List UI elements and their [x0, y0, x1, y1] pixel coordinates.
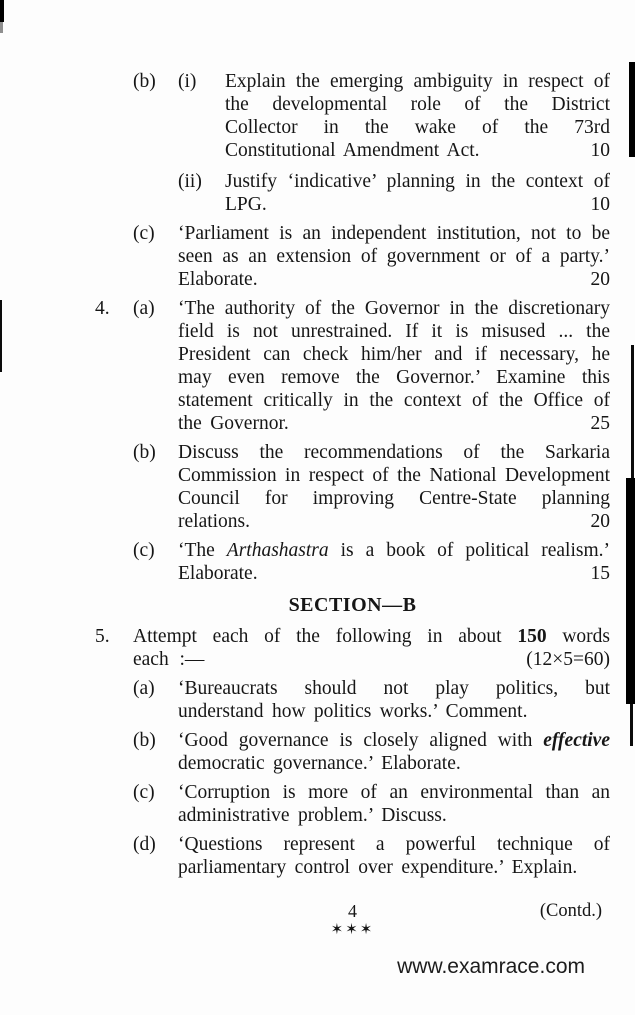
question-3c-body: ‘Parliament is an independent institution, not to be seen as an extension of government or of a party.’ Elaborate.	[178, 223, 610, 290]
question-4c-body-pre: ‘The	[178, 540, 227, 561]
question-3b-i-body: Explain the emerging ambiguity in respect of the developmental role of the District Collector in the wake of the 73rd Constitutional Amendment Act.	[225, 71, 610, 161]
question-3b-ii-label: (ii)	[178, 171, 202, 192]
question-4b-label: (b)	[133, 442, 156, 463]
question-3b-ii-text	[225, 170, 610, 216]
question-4a-text	[178, 297, 610, 435]
question-5c-text	[178, 781, 610, 827]
question-5c	[95, 781, 610, 827]
question-5b	[95, 729, 610, 775]
question-4-number: 4.	[95, 298, 110, 319]
question-4c-marks: 15	[590, 563, 610, 584]
question-5b-text	[178, 729, 610, 775]
question-3b-i	[178, 70, 610, 162]
scan-artifact-right-top	[629, 62, 635, 157]
question-5-intro-post: words each :—	[133, 626, 611, 670]
question-5c-body: ‘Corruption is more of an environmental than an administrative problem.’ Discuss.	[178, 782, 610, 826]
question-3b-label: (b)	[133, 71, 156, 92]
scan-artifact-left-top	[0, 0, 4, 22]
end-stars-ornament: ✶✶✶	[330, 920, 375, 938]
exam-content	[95, 70, 610, 885]
question-3b-ii-marks: 10	[590, 194, 610, 215]
question-5c-label: (c)	[133, 782, 155, 803]
examrace-watermark: www.examrace.com	[397, 955, 585, 978]
question-4c-body-post: is a book of political realism.’ Elaborate.	[178, 540, 610, 584]
scan-artifact-right-thick	[626, 478, 635, 704]
question-4c	[95, 539, 610, 585]
contd-marker: (Contd.)	[539, 901, 602, 921]
question-5b-body-post: democratic governance.’ Elaborate.	[178, 753, 461, 774]
question-4a-body: ‘The authority of the Governor in the discretionary field is not unrestrained. If it is misused ... the President can check him/her and if necessary, he may even remove the Governor.’ Examine this statement critically in the context of the Office of the Governor.	[178, 298, 610, 434]
question-5-word-count: 150	[517, 626, 547, 647]
question-4c-book-title: Arthashastra	[226, 540, 329, 561]
question-3c-label: (c)	[133, 223, 155, 244]
question-5d-text	[178, 833, 610, 879]
scan-artifact-left-top-shadow	[0, 22, 3, 33]
question-4b	[95, 441, 610, 533]
question-4b-marks: 20	[590, 511, 610, 532]
question-4a-marks: 25	[590, 413, 610, 434]
scan-artifact-right-thin-upper	[631, 345, 634, 478]
question-5-intro	[95, 625, 610, 671]
question-5a-body: ‘Bureaucrats should not play politics, but understand how politics works.’ Comment.	[178, 678, 610, 722]
question-5b-emphasis: effective	[543, 730, 610, 751]
question-5d-body: ‘Questions represent a powerful technique of parliamentary control over expenditure.’ Explain.	[178, 834, 610, 878]
question-3b-subitems	[178, 70, 610, 216]
question-3b-i-marks: 10	[590, 140, 610, 161]
question-3c	[95, 222, 610, 291]
question-5-intro-text	[133, 625, 610, 671]
question-5-intro-pre: Attempt each of the following in about	[133, 626, 518, 647]
question-3b	[95, 70, 610, 216]
section-b-heading: SECTION—B	[288, 594, 417, 616]
question-5a-label: (a)	[133, 678, 155, 699]
scan-artifact-left-middle	[0, 300, 2, 372]
question-4b-body: Discuss the recommendations of the Sarkaria Commission in respect of the National Development Council for improving Centre-State planning relations.	[178, 442, 610, 532]
question-5b-label: (b)	[133, 730, 156, 751]
question-5a	[95, 677, 610, 723]
question-5a-text	[178, 677, 610, 723]
question-3b-i-text	[225, 70, 610, 162]
question-3b-ii	[178, 170, 610, 216]
question-4a-label: (a)	[133, 298, 155, 319]
question-3b-i-label: (i)	[178, 71, 197, 92]
page-number: 4	[348, 901, 357, 921]
question-5d-label: (d)	[133, 834, 156, 855]
question-4b-text	[178, 441, 610, 533]
question-5b-body-pre: ‘Good governance is closely aligned with	[178, 730, 544, 751]
question-3c-text	[178, 222, 610, 291]
question-4c-text	[178, 539, 610, 585]
question-3c-marks: 20	[590, 269, 610, 290]
question-5d	[95, 833, 610, 879]
question-3b-ii-body: Justify ‘indicative’ planning in the context of LPG.	[225, 171, 610, 215]
question-5-marks-scheme: (12×5=60)	[526, 649, 610, 670]
question-4c-label: (c)	[133, 540, 155, 561]
scan-artifact-right-thin-lower	[630, 704, 633, 746]
question-5-number: 5.	[95, 626, 110, 647]
question-4a	[95, 297, 610, 435]
